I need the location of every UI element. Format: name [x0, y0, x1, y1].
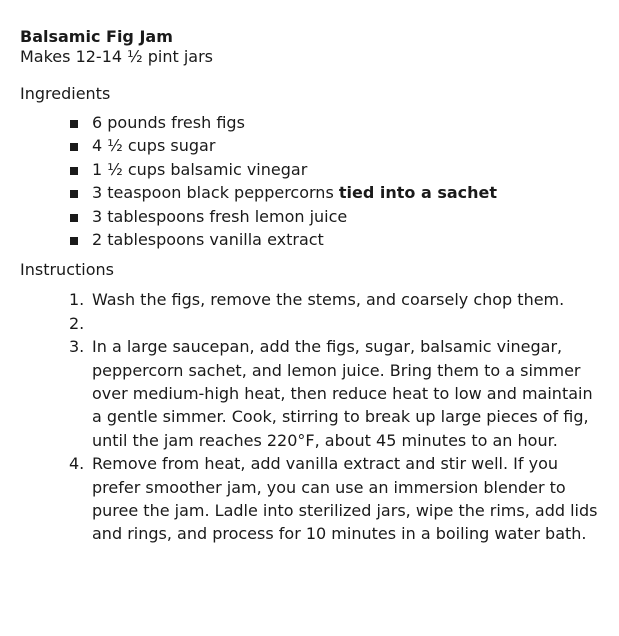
ingredient-emphasis: tied into a sachet [338, 183, 498, 203]
ingredient-text: 3 teaspoon black peppercorns [92, 183, 339, 203]
instruction-step [69, 335, 606, 452]
step-text: Wash the figs, remove the stems, and coarsely chop them. [92, 290, 565, 310]
bullet-icon [70, 190, 78, 198]
step-number: 3. [69, 337, 85, 357]
bullet-icon [70, 120, 78, 128]
ingredient-text: 2 tablespoons vanilla extract [92, 229, 324, 249]
instructions-heading: Instructions [20, 260, 114, 280]
step-number: 1. [69, 290, 85, 310]
instruction-step [69, 312, 606, 335]
recipe-card [20, 27, 610, 546]
ingredient-text: 3 tablespoons fresh lemon juice [92, 206, 348, 226]
ingredient-item [70, 158, 610, 181]
ingredient-text: 4 ½ cups sugar [92, 136, 216, 156]
step-number: 4. [69, 454, 85, 474]
ingredient-text: 1 ½ cups balsamic vinegar [92, 159, 308, 179]
ingredient-item [70, 134, 610, 157]
step-text: Remove from heat, add vanilla extract and stir well. If you prefer smoother jam, you can use an immersion blender to puree the jam. Ladle into sterilized jars, wipe the rims, add lids and rings, and process for 10 minutes in a boiling water bath. [92, 454, 598, 544]
instruction-list [20, 288, 610, 545]
instruction-step [69, 452, 606, 546]
bullet-icon [70, 167, 78, 175]
bullet-icon [70, 143, 78, 151]
ingredient-list [20, 111, 610, 251]
recipe-yield: Makes 12-14 ½ pint jars [20, 47, 214, 66]
step-number: 2. [69, 313, 85, 333]
ingredient-item [70, 205, 610, 228]
ingredient-text: 6 pounds fresh figs [92, 113, 245, 132]
step-text: In a large saucepan, add the figs, sugar, balsamic vinegar, peppercorn sachet, and lemon juice. Bring them to a simmer over medium-high heat, then reduce heat to low and maintain a gentle simmer. Cook, stirring to break up large pieces of fig, until the jam reaches 220°F, about 45 minutes to an hour. [92, 337, 593, 450]
ingredient-item [70, 228, 610, 251]
ingredient-item [70, 111, 610, 134]
ingredient-item [70, 181, 610, 204]
bullet-icon [70, 214, 78, 222]
ingredients-heading: Ingredients [20, 84, 111, 103]
recipe-title: Balsamic Fig Jam [20, 27, 173, 46]
instruction-step [69, 288, 606, 311]
bullet-icon [70, 237, 78, 245]
